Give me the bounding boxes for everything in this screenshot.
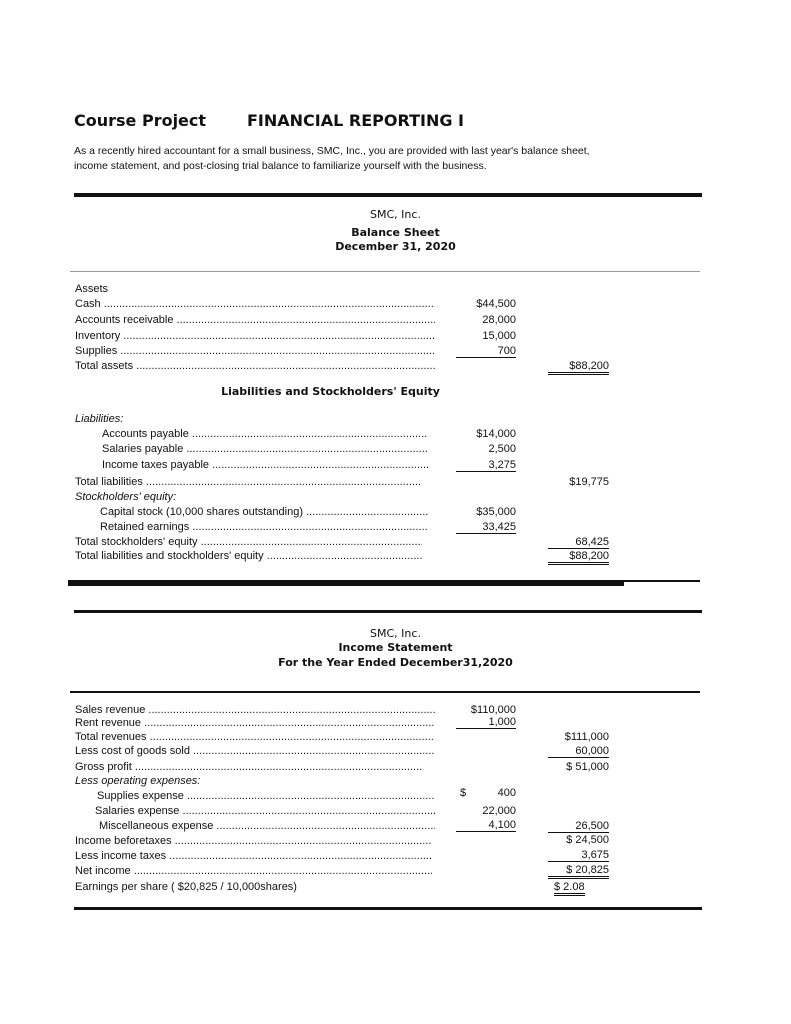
taxes-payable-value: 3,275 [456, 459, 516, 472]
course-title: FINANCIAL REPORTING I [247, 111, 464, 130]
supplies-value: 700 [456, 345, 516, 358]
opex-heading: Less operating expenses: [75, 775, 201, 787]
misc-expense-value: 4,100 [456, 819, 516, 832]
bs-company: SMC, Inc. [370, 208, 421, 221]
course-label: Course Project [74, 111, 207, 130]
ap-value: $14,000 [476, 428, 516, 440]
capital-stock-label: Capital stock (10,000 shares outstanding) ..... [100, 506, 428, 518]
net-income-label: Net income ..... [75, 865, 432, 877]
gross-profit-label: Gross profit ..... [75, 761, 423, 773]
total-equity-value: 68,425 [548, 536, 609, 549]
misc-expense-label: Miscellaneous expense ..... [99, 820, 435, 832]
sales-revenue-value: $110,000 [470, 704, 516, 716]
income-statement-top-rule [74, 610, 702, 613]
total-assets-value: $88,200 [548, 360, 609, 375]
taxes-payable-label: Income taxes payable ..... [102, 459, 428, 471]
intro-line-2: income statement, and post-closing trial balance to familiarize yourself with the business. [74, 160, 487, 172]
salaries-expense-label: Salaries expense ..... [95, 805, 435, 817]
total-revenues-label: Total revenues ..... [75, 731, 435, 743]
ar-label: Accounts receivable ..... [75, 314, 435, 326]
inventory-label: Inventory ..... [75, 330, 435, 342]
rent-revenue-label: Rent revenue ..... [75, 717, 435, 729]
supplies-label: Supplies ..... [75, 345, 435, 357]
salaries-expense-value: 22,000 [482, 805, 516, 817]
gross-profit-value: $ 51,000 [566, 761, 609, 773]
supplies-expense-dollar: $ [460, 787, 467, 799]
total-equity-label: Total stockholders' equity ..... [75, 536, 422, 548]
bs-date: December 31, 2020 [335, 240, 456, 253]
total-liabilities-value: $19,775 [569, 476, 609, 488]
bs-header-divider [70, 271, 700, 272]
supplies-expense-value: 400 [497, 787, 516, 799]
bs-bottom-rule-thin [624, 580, 700, 582]
retained-earnings-value: 33,425 [456, 521, 516, 534]
eps-value: $ 2.08 [554, 881, 585, 896]
balance-sheet-top-rule [74, 193, 702, 197]
is-title: Income Statement [338, 641, 453, 654]
net-income-value: $ 20,825 [548, 864, 609, 879]
is-bottom-rule [74, 907, 702, 910]
income-before-taxes-value: $ 24,500 [566, 834, 609, 846]
income-taxes-label: Less income taxes ..... [75, 850, 432, 862]
ap-label: Accounts payable ..... [102, 428, 428, 440]
total-assets-label: Total assets ..... [75, 360, 435, 372]
is-period: For the Year Ended December31,2020 [278, 656, 513, 669]
total-le-label: Total liabilities and stockholders' equity ..... [75, 550, 422, 562]
bs-bottom-rule-thick [68, 580, 624, 586]
income-taxes-value: 3,675 [548, 849, 609, 862]
assets-heading: Assets [75, 283, 109, 295]
total-revenues-value: $111,000 [564, 731, 609, 743]
opex-total-value: 26,500 [548, 820, 609, 833]
eps-label: Earnings per share ( $20,825 / 10,000shares) [75, 881, 297, 893]
retained-earnings-label: Retained earnings ..... [100, 521, 428, 533]
liabilities-heading: Liabilities: [75, 413, 124, 425]
supplies-expense-label: Supplies expense ..... [97, 790, 435, 802]
is-company: SMC, Inc. [370, 627, 421, 640]
equity-heading: Stockholders' equity: [75, 491, 177, 503]
rent-revenue-value: 1,000 [456, 716, 516, 729]
is-header-divider [70, 691, 700, 693]
cogs-label: Less cost of goods sold ..... [75, 745, 435, 757]
cogs-value: 60,000 [548, 745, 609, 758]
capital-stock-value: $35,000 [476, 506, 516, 518]
liab-equity-heading: Liabilities and Stockholders' Equity [221, 385, 440, 398]
sales-revenue-label: Sales revenue ..... [75, 704, 435, 716]
inventory-value: 15,000 [482, 330, 516, 342]
cash-value: $44,500 [476, 298, 516, 310]
cash-label: Cash ..... [75, 298, 435, 310]
bs-title: Balance Sheet [351, 226, 440, 239]
income-before-taxes-label: Income beforetaxes ..... [75, 835, 432, 847]
total-liabilities-label: Total liabilities ..... [75, 476, 422, 488]
ar-value: 28,000 [482, 314, 516, 326]
total-le-value: $88,200 [548, 550, 609, 565]
intro-line-1: As a recently hired accountant for a small business, SMC, Inc., you are provided with last year's balance sheet, [74, 145, 590, 157]
salaries-payable-label: Salaries payable ..... [102, 443, 428, 455]
salaries-payable-value: 2,500 [488, 443, 516, 455]
